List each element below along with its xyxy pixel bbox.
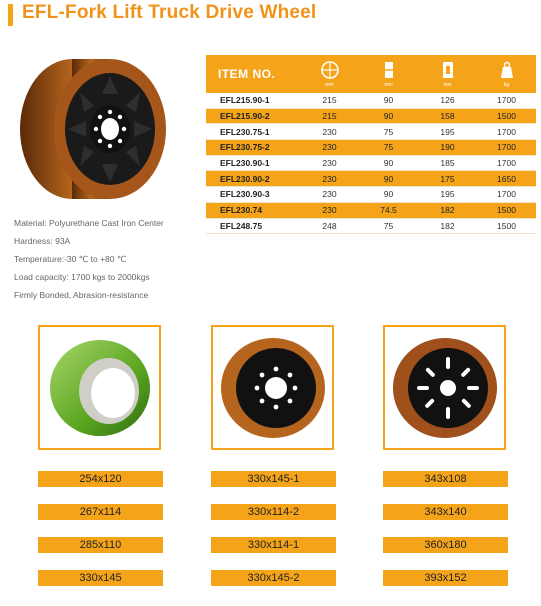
spec-hardness: Hardness: 93A — [14, 236, 71, 246]
table-row — [206, 218, 536, 234]
value-cell: 74.5 — [359, 202, 418, 218]
table-row — [206, 187, 536, 203]
value-cell: 248 — [300, 218, 359, 234]
table-row — [206, 171, 536, 187]
size-label: 330x145 — [38, 570, 163, 586]
table-row — [206, 202, 536, 218]
value-cell: 90 — [359, 171, 418, 187]
spec-table — [206, 55, 536, 234]
photo-black-center-wheel — [211, 325, 334, 450]
value-cell: 158 — [418, 108, 477, 124]
value-cell: 75 — [359, 124, 418, 140]
unit-width: mm — [384, 82, 393, 88]
unit-diameter: mm — [325, 82, 334, 88]
value-cell: 190 — [418, 140, 477, 156]
spec-load-capacity: Load capacity: 1700 kgs to 2000kgs — [14, 272, 150, 282]
value-cell: 90 — [359, 187, 418, 203]
size-label: 393x152 — [383, 570, 508, 586]
header-item-no: ITEM NO. — [206, 55, 300, 93]
item-number-cell: EFL248.75 — [206, 218, 300, 234]
size-label: 343x108 — [383, 471, 508, 487]
value-cell: 215 — [300, 93, 359, 108]
value-cell: 75 — [359, 140, 418, 156]
table-row — [206, 124, 536, 140]
header-load — [477, 55, 536, 93]
header-hub-width — [418, 55, 477, 93]
value-cell: 195 — [418, 187, 477, 203]
size-label: 360x180 — [383, 537, 508, 553]
header-width — [359, 55, 418, 93]
value-cell: 230 — [300, 202, 359, 218]
drive-wheel-hero-image — [10, 54, 170, 204]
size-label: 254x120 — [38, 471, 163, 487]
value-cell: 1700 — [477, 155, 536, 171]
value-cell: 1700 — [477, 140, 536, 156]
value-cell: 175 — [418, 171, 477, 187]
value-cell: 90 — [359, 108, 418, 124]
table-row — [206, 155, 536, 171]
value-cell: 185 — [418, 155, 477, 171]
value-cell: 195 — [418, 124, 477, 140]
value-cell: 230 — [300, 140, 359, 156]
item-number-cell: EFL230.90-1 — [206, 155, 300, 171]
size-label: 330x114-1 — [211, 537, 336, 553]
table-row — [206, 140, 536, 156]
value-cell: 75 — [359, 218, 418, 234]
item-number-cell: EFL215.90-1 — [206, 93, 300, 108]
size-label: 330x145-2 — [211, 570, 336, 586]
size-label: 285x110 — [38, 537, 163, 553]
item-number-cell: EFL215.90-2 — [206, 108, 300, 124]
value-cell: 1500 — [477, 202, 536, 218]
item-number-cell: EFL230.74 — [206, 202, 300, 218]
value-cell: 1500 — [477, 218, 536, 234]
table-row — [206, 108, 536, 124]
photo-slotted-center-wheel — [383, 325, 506, 450]
header-diameter — [300, 55, 359, 93]
item-number-cell: EFL230.75-2 — [206, 140, 300, 156]
value-cell: 230 — [300, 155, 359, 171]
value-cell: 182 — [418, 202, 477, 218]
item-number-cell: EFL230.75-1 — [206, 124, 300, 140]
value-cell: 90 — [359, 93, 418, 108]
value-cell: 1700 — [477, 93, 536, 108]
value-cell: 182 — [418, 218, 477, 234]
spec-material: Material: Polyurethane Cast Iron Center — [14, 218, 164, 228]
diameter-icon — [319, 60, 341, 80]
hub-width-icon — [437, 60, 459, 80]
value-cell: 126 — [418, 93, 477, 108]
size-label: 343x140 — [383, 504, 508, 520]
load-weight-icon — [496, 60, 518, 80]
item-number-cell: EFL230.90-3 — [206, 187, 300, 203]
page-title: EFL-Fork Lift Truck Drive Wheel — [22, 2, 317, 23]
value-cell: 1700 — [477, 124, 536, 140]
spec-bonding: Firmly Bonded, Abrasion-resistance — [14, 290, 149, 300]
value-cell: 1650 — [477, 171, 536, 187]
material-specs — [14, 214, 164, 304]
value-cell: 215 — [300, 108, 359, 124]
table-row — [206, 93, 536, 108]
value-cell: 230 — [300, 124, 359, 140]
spec-temperature: Temperature:-30 ℃ to +80 ℃ — [14, 254, 127, 264]
size-label: 330x114-2 — [211, 504, 336, 520]
photo-green-pu-wheel — [38, 325, 161, 450]
size-label: 330x145-1 — [211, 471, 336, 487]
table-header-row — [206, 55, 536, 93]
title-accent-bar — [8, 4, 13, 26]
size-label: 267x114 — [38, 504, 163, 520]
unit-load: kg — [503, 82, 510, 88]
value-cell: 230 — [300, 187, 359, 203]
value-cell: 1700 — [477, 187, 536, 203]
value-cell: 1500 — [477, 108, 536, 124]
unit-hub-width: mm — [443, 82, 452, 88]
item-number-cell: EFL230.90-2 — [206, 171, 300, 187]
value-cell: 230 — [300, 171, 359, 187]
value-cell: 90 — [359, 155, 418, 171]
width-icon — [378, 60, 400, 80]
